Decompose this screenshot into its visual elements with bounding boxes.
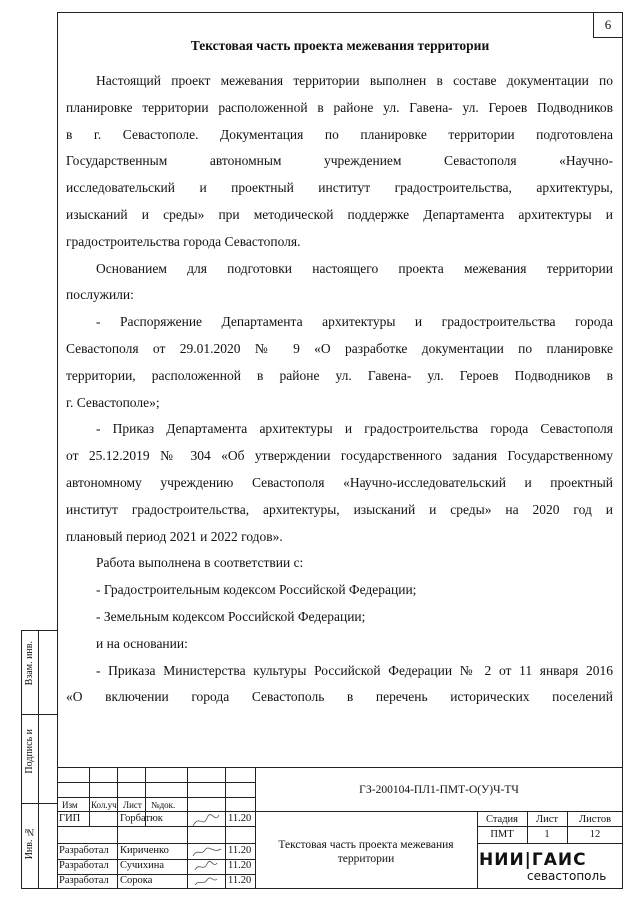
body-line: градостроительства города Севастополя. [66, 233, 301, 249]
sheets-value: 12 [589, 829, 601, 840]
body-line: г. Севастополе»; [66, 394, 160, 410]
body-line: «О включении города Севастополь в перечень исторических поселений [66, 689, 613, 705]
col-header-list: Лист [123, 800, 142, 810]
col-header-ndok: №док. [151, 800, 176, 810]
side-label-replace-inv: Взам. инв. [24, 641, 35, 686]
signature-gip [191, 812, 221, 833]
role-developer-1: Разработал [59, 845, 109, 856]
title-block [57, 767, 623, 889]
col-header-koluch: Кол.уч [91, 800, 117, 810]
role-developer-3: Разработал [59, 875, 109, 886]
body-line: исследовательский и проектный институт градостроительства, архитектуры, [66, 180, 613, 196]
body-line: в г. Севастополе. Документация по планировке территории подготовлена [66, 126, 613, 142]
body-line: Севастополя от 29.01.2020 № 9 «О разработке документации по планировке [66, 341, 613, 356]
body-line: Основанием для подготовки настоящего проекта межевания территории [96, 260, 613, 276]
name-developer-3: Сорока [120, 875, 153, 886]
sheet-header: Лист [536, 814, 558, 825]
col-header-izm: Изм [62, 800, 78, 810]
body-line: Настоящий проект межевания территории выполнен в составе документации по [96, 73, 613, 88]
page-number: 6 [593, 12, 623, 38]
body-line: Государственным автономным учреждением Севастополя «Научно- [66, 153, 613, 169]
body-line: - Распоряжение Департамента архитектуры и градостроительства города [96, 314, 613, 330]
body-line: от 25.12.2019 № 304 «Об утверждении государственного задания Государственному [66, 448, 613, 464]
body-line: - Градостроительным кодексом Российской Федерации; [96, 582, 417, 598]
side-label-inv-no: Инв. № [24, 826, 35, 860]
name-gip: Горбатюк [120, 813, 163, 824]
date-gip: 11.20 [228, 813, 252, 824]
org-logo-city: севастополь [527, 869, 607, 883]
sheet-value: 1 [544, 829, 550, 840]
body-line: и на основании: [96, 635, 188, 651]
body-line: - Земельным кодексом Российской Федерации; [96, 609, 366, 624]
stage-header: Стадия [485, 814, 519, 825]
date-developer-3: 11.20 [228, 875, 252, 886]
stage-value: ПМТ [490, 829, 514, 840]
sheets-header: Листов [578, 814, 612, 825]
date-developer-1: 11.20 [228, 845, 252, 856]
body-line: автономному учреждению Севастополя «Научно-исследовательский и проектный [66, 475, 613, 490]
body-line: Работа выполнена в соответствии с: [96, 555, 304, 571]
page-title: Текстовая часть проекта межевания территории [190, 38, 490, 53]
role-developer-2: Разработал [59, 860, 109, 871]
doc-title-line-2: территории [337, 853, 395, 865]
document-code: ГЗ-200104-ПЛ1-ПМТ-О(У)Ч-ТЧ [359, 784, 519, 796]
side-strip [21, 630, 58, 889]
body-line: послужили: [66, 287, 134, 303]
doc-title-line-1: Текстовая часть проекта межевания [278, 839, 454, 851]
body-line: плановый период 2021 и 2022 годов». [66, 528, 283, 544]
signature-developer-3 [193, 874, 219, 892]
body-line: территории, расположенной в районе ул. Гавена- ул. Героев Подводников в [66, 367, 613, 383]
org-logo: НИИ|ГАИС [479, 850, 587, 870]
name-developer-1: Кириченко [120, 845, 169, 856]
body-line: изысканий и среды» при методической поддержке Департамента архитектуры и [66, 207, 613, 222]
name-developer-2: Сучихина [120, 860, 165, 871]
body-line: - Приказа Министерства культуры Российской Федерации № 2 от 11 января 2016 [96, 662, 613, 678]
side-label-signature: Подпись и [24, 729, 35, 774]
date-developer-2: 11.20 [228, 860, 252, 871]
body-line: институт градостроительства, архитектуры, изысканий и среды» на 2020 год и [66, 501, 613, 517]
role-gip: ГИП [59, 813, 81, 824]
body-line: - Приказ Департамента архитектуры и градостроительства города Севастополя [96, 421, 613, 437]
body-line: планировке территории расположенной в районе ул. Гавена- ул. Героев Подводников [66, 99, 613, 115]
